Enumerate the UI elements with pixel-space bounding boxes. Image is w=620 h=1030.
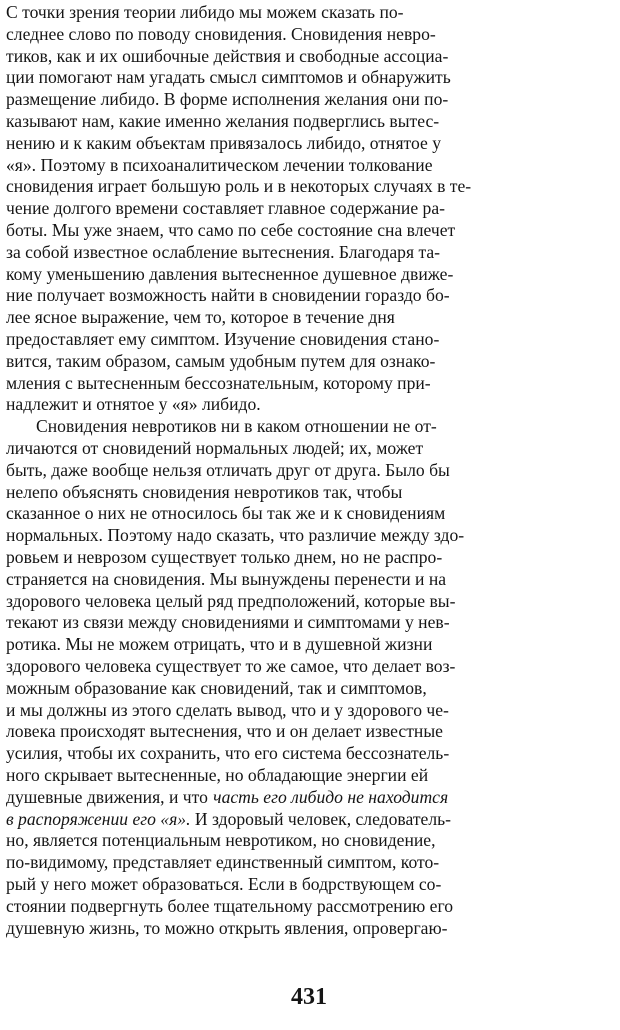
line-text: надлежит и отнятое у «я» либидо. xyxy=(6,394,261,415)
text-line xyxy=(6,285,450,307)
line-text: усилия, чтобы их сохранить, что его система бессознатель- xyxy=(6,743,450,764)
text-line xyxy=(6,700,449,722)
text-line xyxy=(6,874,441,896)
text-line xyxy=(6,743,449,765)
line-text: здорового человека целый ряд предположений, которые вы- xyxy=(6,590,456,611)
line-text: кому уменьшению давления вытесненное душевное движе- xyxy=(6,263,454,284)
line-text: ного скрывает вытесненные, но обладающие энергии ей xyxy=(6,765,429,785)
text-line xyxy=(6,111,439,133)
text-line xyxy=(6,482,402,504)
text-line xyxy=(6,133,441,155)
line-text: но, является потенциальным невротиком, но сновидение, xyxy=(6,830,436,851)
text-line xyxy=(6,67,451,89)
text-line xyxy=(6,46,448,68)
text-line xyxy=(6,787,448,809)
text-line xyxy=(6,438,423,460)
line-text: С точки зрения теории либидо мы можем сказать по- xyxy=(6,2,404,22)
line-text: по-видимому, представляет единственный симптом, кото- xyxy=(6,852,440,873)
text-line xyxy=(6,373,431,395)
line-text: страняется на сновидения. Мы вынуждены перенести и на xyxy=(6,568,447,589)
line-text: чение долгого времени составляет главное содержание ра- xyxy=(6,198,446,219)
text-line xyxy=(6,918,447,940)
text-line xyxy=(6,569,446,591)
line-text: и мы должны из этого сделать вывод, что и у здорового че- xyxy=(6,699,449,720)
line-text: тиков, как и их ошибочные действия и свободные ассоциа- xyxy=(6,45,449,66)
italic-phrase: в распоряжении его «я». xyxy=(6,808,191,829)
line-text: можным образование как сновидений, так и симптомов, xyxy=(6,677,427,698)
line-text: сказанное о них не относилось бы так же и к сновидениям xyxy=(6,503,446,524)
line-text: мления с вытесненным бессознательным, которому при- xyxy=(6,372,431,393)
italic-phrase: часть его либидо не находится xyxy=(213,786,449,807)
line-text: здорового человека существует то же самое, что делает воз- xyxy=(6,656,456,676)
line-text: вится, таким образом, самым удобным путем для ознако- xyxy=(6,350,436,371)
line-text: предоставляет ему симптом. Изучение сновидения стано- xyxy=(6,329,440,349)
text-line xyxy=(6,155,433,177)
text-line xyxy=(6,547,442,569)
text-line xyxy=(6,830,436,852)
line-text: текают из связи между сновидениями и симптомами у нев- xyxy=(6,612,450,633)
text-line xyxy=(6,394,261,416)
text-line xyxy=(6,2,404,24)
text-line xyxy=(6,896,453,918)
text-line xyxy=(6,525,464,547)
line-text: за собой известное ослабление вытеснения. Благодаря та- xyxy=(6,241,441,262)
text-line xyxy=(6,307,395,329)
text-line xyxy=(6,503,445,525)
text-line xyxy=(36,416,437,438)
line-text: сновидения играет большую роль и в некоторых случаях в те- xyxy=(6,176,472,197)
text-line xyxy=(6,220,455,242)
text-line xyxy=(6,852,439,874)
line-text: ние получает возможность найти в сновидении гораздо бо- xyxy=(6,285,450,306)
text-line xyxy=(6,656,455,678)
line-text: ции помогают нам угадать смысл симптомов и обнаружить xyxy=(6,67,451,88)
line-text: ротика. Мы не можем отрицать, что и в душевной жизни xyxy=(6,634,433,655)
text-line xyxy=(6,242,440,264)
text-line xyxy=(6,176,471,198)
text-line xyxy=(6,678,427,700)
line-text: душевные движения, и что xyxy=(6,786,208,807)
text-line xyxy=(6,591,455,613)
line-text: И здоровый человек, следователь- xyxy=(190,808,451,829)
page-number: 431 xyxy=(291,984,327,1010)
line-text: нению и к каким объектам привязалось либидо, отнятое у xyxy=(6,132,442,153)
line-text: душевную жизнь, то можно открыть явления, опровергаю- xyxy=(6,917,448,938)
text-line xyxy=(6,89,448,111)
line-text: быть, даже вообще нельзя отличать друг от друга. Было бы xyxy=(6,459,450,480)
text-line xyxy=(6,351,435,373)
line-text: размещение либидо. В форме исполнения желания они по- xyxy=(6,89,449,110)
text-line xyxy=(6,264,453,286)
line-text: Сновидения невротиков ни в каком отношении не от- xyxy=(36,416,437,437)
line-text: лее ясное выражение, чем то, которое в течение дня xyxy=(6,307,395,328)
text-line xyxy=(6,198,445,220)
text-line xyxy=(6,809,451,831)
text-line xyxy=(6,634,432,656)
line-text: личаются от сновидений нормальных людей; их, может xyxy=(6,438,424,458)
text-line xyxy=(6,612,450,634)
line-text: ровьем и неврозом существует только днем, но не распро- xyxy=(6,547,443,567)
line-text: «я». Поэтому в психоаналитическом лечении толкование xyxy=(6,154,433,175)
text-line xyxy=(6,460,450,482)
text-line xyxy=(6,765,428,787)
line-text: следнее слово по поводу сновидения. Сновидения невро- xyxy=(6,23,436,44)
text-line xyxy=(6,329,439,351)
text-line xyxy=(6,24,436,46)
text-line xyxy=(6,721,443,743)
line-text: ловека происходят вытеснения, что и он делает известные xyxy=(6,721,443,742)
line-text: рый у него может образоваться. Если в бодрствующем со- xyxy=(6,874,442,894)
line-text: казывают нам, какие именно желания подверглись вытес- xyxy=(6,111,440,131)
line-text: нелепо объяснять сновидения невротиков так, чтобы xyxy=(6,481,403,502)
line-text: стоянии подвергнуть более тщательному рассмотрению его xyxy=(6,895,454,916)
book-page xyxy=(6,0,612,1030)
line-text: боты. Мы уже знаем, что само по себе состояние сна влечет xyxy=(6,220,456,240)
line-text: нормальных. Поэтому надо сказать, что различие между здо- xyxy=(6,525,465,546)
